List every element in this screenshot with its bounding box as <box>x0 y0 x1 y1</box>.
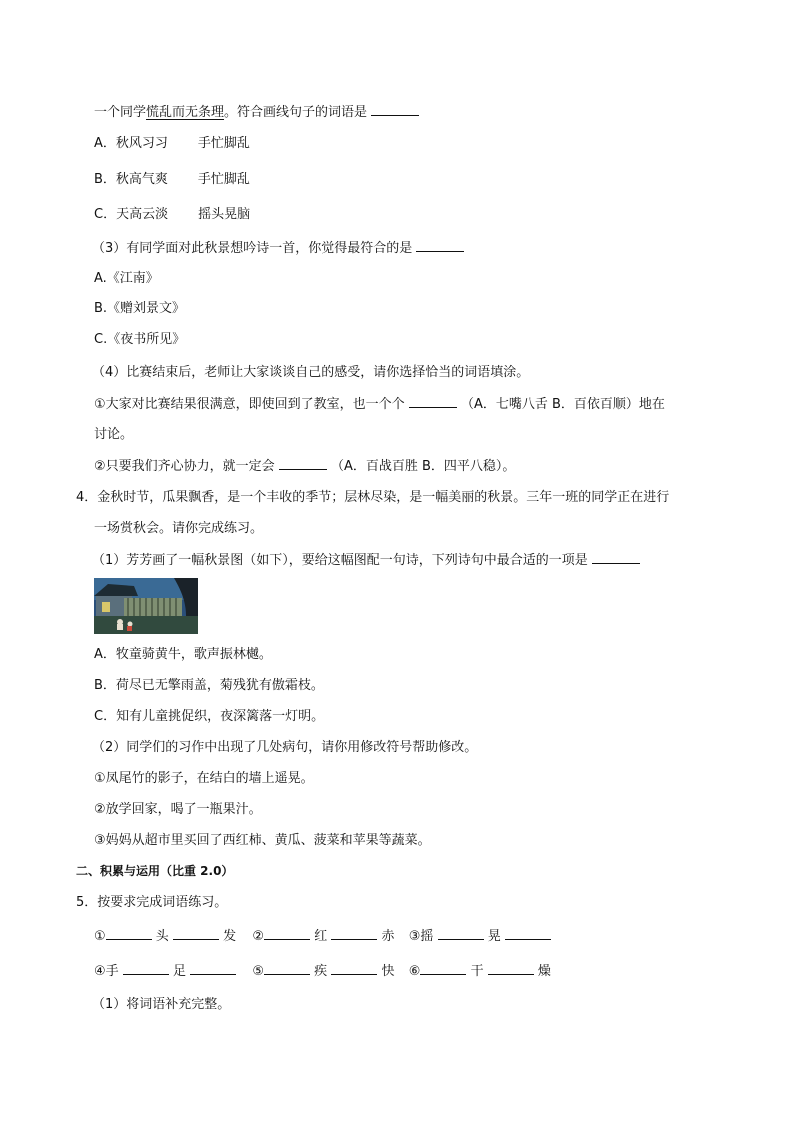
word-blank[interactable] <box>106 927 152 940</box>
item-number: ② <box>252 929 265 944</box>
item-number: ③摇 <box>408 929 434 944</box>
word-char: 头 <box>155 929 169 944</box>
word-char: 快 <box>381 964 395 979</box>
q4-option-c: C．知有儿童挑促织，夜深篱落一灯明。 <box>94 709 325 724</box>
q4-sub2: （2）同学们的习作中出现了几处病句，请你用修改符号帮助修改。 <box>92 740 478 755</box>
q3-sentence-1-cont: 讨论。 <box>94 427 134 442</box>
word-blank[interactable] <box>123 962 169 975</box>
option-label: C．天高云淡 <box>94 207 169 222</box>
q4-sentence-2: ②放学回家，喝了一瓶果汁。 <box>94 802 262 817</box>
word-char: 干 <box>470 964 484 979</box>
q3-option-b <box>94 171 250 189</box>
word-blank[interactable] <box>264 962 310 975</box>
option-label: B．秋高气爽 <box>94 172 168 187</box>
q3-option-a <box>94 135 250 153</box>
word-blank[interactable] <box>488 962 534 975</box>
q3-sub3 <box>92 239 464 258</box>
sentence-text: ①大家对比赛结果很满意，即使回到了教室，也一个个 <box>94 397 405 412</box>
q3-intro-prefix: 一个同学 <box>94 105 147 120</box>
q3-option-c <box>94 206 250 224</box>
word-char: 赤 <box>381 929 395 944</box>
choice-text: （A．七嘴八舌 B．百依百顺）地在 <box>460 397 665 412</box>
q4-sentence-1: ①凤尾竹的影子，在结白的墙上遥晃。 <box>94 771 314 786</box>
option-label: A．秋风习习 <box>94 136 168 151</box>
q4-sub1 <box>92 551 640 570</box>
answer-blank[interactable] <box>371 103 419 116</box>
q3-intro <box>94 103 419 122</box>
item-number: ① <box>94 929 106 944</box>
option-word: 手忙脚乱 <box>197 136 250 151</box>
q4-option-a: A．牧童骑黄牛，歌声振林樾。 <box>94 647 272 662</box>
word-char: 足 <box>172 964 186 979</box>
answer-blank[interactable] <box>416 239 464 252</box>
item-number: ④手 <box>94 964 119 979</box>
word-char: 燥 <box>537 964 551 979</box>
section-title: 二、积累与运用（比重 2.0） <box>76 864 234 878</box>
q4-sentence-3: ③妈妈从超市里买回了西红柿、黄瓜、菠菜和苹果等蔬菜。 <box>94 833 431 848</box>
answer-blank[interactable] <box>279 457 327 470</box>
q3-sub4: （4）比赛结束后，老师让大家谈谈自己的感受，请你选择恰当的词语填涂。 <box>92 365 530 380</box>
q5-sub1: （1）将词语补充完整。 <box>92 997 231 1012</box>
item-number: ⑥ <box>408 964 421 979</box>
q5-row-1 <box>94 927 551 946</box>
q3-sentence-1 <box>94 395 665 414</box>
q4-stem-line1: 4．金秋时节，瓜果飘香，是一个丰收的季节；层林尽染，是一幅美丽的秋景。三年一班的同学正在进行 <box>76 490 670 505</box>
word-blank[interactable] <box>190 962 236 975</box>
word-blank[interactable] <box>438 927 484 940</box>
underlined-phrase: 慌乱而无条理 <box>146 105 225 120</box>
autumn-night-picture <box>94 578 198 634</box>
sub3-text: （3）有同学面对此秋景想吟诗一首，你觉得最符合的是 <box>92 241 413 256</box>
word-blank[interactable] <box>264 927 310 940</box>
answer-blank[interactable] <box>592 551 640 564</box>
q5-title: 5．按要求完成词语练习。 <box>76 895 228 910</box>
choice-text: （A．百战百胜 B．四平八稳）。 <box>330 459 516 474</box>
word-blank[interactable] <box>331 927 377 940</box>
poem-option-c: C.《夜书所见》 <box>94 332 186 347</box>
q3-sentence-2 <box>94 457 515 476</box>
option-word: 摇头晃脑 <box>198 207 251 222</box>
poem-option-a: A.《江南》 <box>94 271 159 286</box>
word-blank[interactable] <box>420 962 466 975</box>
q4-option-b: B．荷尽已无擎雨盖，菊残犹有傲霜枝。 <box>94 678 324 693</box>
word-blank[interactable] <box>505 927 551 940</box>
q4-stem-line2: 一场赏秋会。请你完成练习。 <box>94 521 264 536</box>
answer-blank[interactable] <box>409 395 457 408</box>
night-scene-illustration <box>94 578 198 634</box>
q3-intro-suffix: 。符合画线句子的词语是 <box>224 105 368 120</box>
poem-option-b: B.《赠刘景文》 <box>94 301 186 316</box>
word-char: 晃 <box>487 929 501 944</box>
word-blank[interactable] <box>331 962 377 975</box>
option-word: 手忙脚乱 <box>197 172 250 187</box>
sentence-text: ②只要我们齐心协力，就一定会 <box>94 459 275 474</box>
word-char: 发 <box>223 929 237 944</box>
item-number: ⑤ <box>252 964 265 979</box>
word-char: 红 <box>314 929 328 944</box>
sub1-text: （1）芳芳画了一幅秋景图（如下），要给这幅图配一句诗，下列诗句中最合适的一项是 <box>92 553 588 568</box>
q5-row-2 <box>94 962 551 981</box>
word-blank[interactable] <box>173 927 219 940</box>
word-char: 疾 <box>314 964 328 979</box>
